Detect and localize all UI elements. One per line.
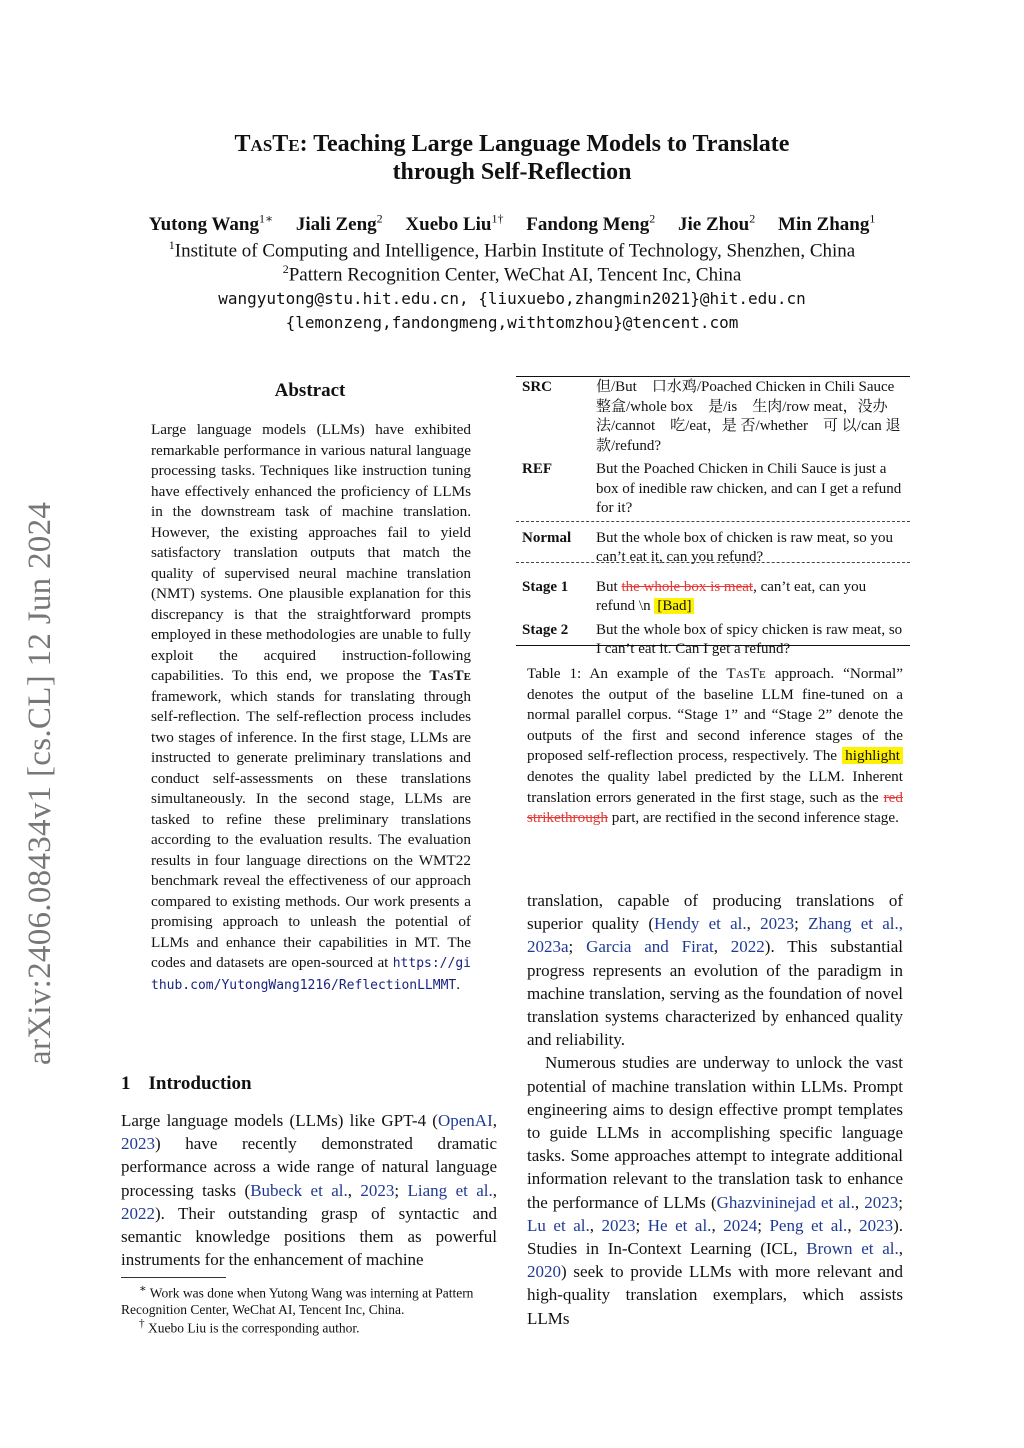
citation-link[interactable]: Liang et al.	[407, 1180, 493, 1200]
citation-link[interactable]: 2023	[864, 1192, 899, 1212]
citation-link[interactable]: Brown et al.	[806, 1239, 899, 1259]
title-line1: : Teaching Large Language Models to Translate	[299, 131, 790, 157]
strikethrough-text: the whole box is meat	[621, 578, 754, 595]
author: Min Zhang$^1$	[778, 212, 876, 236]
citation-link[interactable]: Bubeck et al.	[250, 1180, 348, 1200]
citation-link[interactable]: 2023	[360, 1180, 395, 1200]
repo-link[interactable]: https://github.com/YutongWang1216/ReflectionLLMMT	[151, 956, 471, 993]
section-heading: 1 Introduction	[121, 1073, 252, 1094]
title-brand: TasTe	[234, 131, 300, 157]
table-row: Stage 1 But the whole box is meat, can’t eat, can you refund \n [Bad]	[522, 578, 867, 614]
paper-title	[0, 130, 1024, 186]
author-list	[0, 212, 1024, 236]
table-dashed-rule	[516, 562, 910, 563]
email-line-2: {lemonzeng,fandongmeng,withtomzhou}@tencent.com	[285, 313, 739, 332]
example-table	[516, 376, 910, 662]
citation-link[interactable]: 2023	[859, 1215, 894, 1235]
abstract-body: Large language models (LLMs) have exhibited remarkable performance in various natural language processing tasks. Techniques like instruction tuning have effectively enhanced the proficiency of LLMs in the downstream task of machine translation. However, the existing approaches fail to yield satisfactory translation outputs that match the quality of supervised neural machine translation (NMT) systems. One plausible explanation for this discrepancy is that the straightforward prompts employed in these methodologies are unable to fully exploit the acquired instruction-following capabilities. To this end, we propose the TasTe framework, which stands for translating through self-reflection. The self-reflection process includes two stages of inference. In the first stage, LLMs are instructed to generate preliminary translations and conduct self-assessments on these translations simultaneously. In the second stage, LLMs are tasked to refine these preliminary translations according to the evaluation results. The evaluation results in four language directions on the WMT22 benchmark reveal the effectiveness of our approach compared to existing methods. Our work presents a promising approach to unleash the potential of LLMs and enhance their capabilities in MT. The codes and datasets are open-sourced at https://github.com/YutongWang1216/ReflectionLLMMT.	[151, 421, 471, 993]
citation-link[interactable]: Peng et al.	[769, 1215, 848, 1235]
quality-label: [Bad]	[654, 598, 694, 614]
table-caption: Table 1: An example of the TasTe approach. “Normal” denotes the output of the baseline LLM fine-tuned on a normal parallel corpus. “Stage 1” and “Stage 2” denote the outputs of the first and second inference stages of the proposed self-reflection process, respectively. The highlight denotes the quality label predicted by the LLM. Inherent translation errors generated in the first stage, such as the red strikethrough part, are rectified in the second inference stage.	[527, 665, 903, 827]
author: Jiali Zeng$^2$	[295, 212, 383, 236]
footnote-rule	[121, 1277, 226, 1278]
affiliation-1: $^1$Institute of Computing and Intelligence, Harbin Institute of Technology, Shenzhen, China	[168, 238, 856, 262]
table-row: Stage 2 But the whole box of spicy chicken is raw meat, so I can’t eat it. Can I get a refund?	[522, 621, 903, 657]
right-column-body	[527, 889, 903, 1330]
citation-link[interactable]: He et al.	[647, 1215, 712, 1235]
email-line-1: wangyutong@stu.hit.edu.cn, {liuxuebo,zhangmin2021}@hit.edu.cn	[218, 289, 806, 308]
abstract-heading: Abstract	[274, 380, 346, 401]
citation-link[interactable]: 2024	[723, 1215, 758, 1235]
citation-link[interactable]: 2020	[527, 1262, 561, 1282]
citation-link[interactable]: 2022	[121, 1203, 155, 1223]
arxiv-side-stamp: arXiv:2406.08434v1 [cs.CL] 12 Jun 2024	[22, 501, 58, 1065]
citation-link[interactable]: Hendy et al.	[654, 914, 747, 934]
paragraph: Numerous studies are underway to unlock the vast potential of machine translation within LLMs. Prompt engineering aims to design effective prompt templates to guide LLMs in accomplishing specific language tasks. Some approaches attempt to integrate additional information relevant to the translation task to enhance the performance of LLMs (Ghazvininejad et al., 2023; Lu et al., 2023; He et al., 2024; Peng et al., 2023). Studies in In-Context Learning (ICL, Brown et al., 2020) seek to provide LLMs with more relevant and high-quality translation exemplars, which assists LLMs	[527, 1053, 904, 1328]
citation-link[interactable]: 2023	[121, 1134, 155, 1154]
citation-link[interactable]: Zhang et al., 2023a	[527, 914, 904, 957]
citation-link[interactable]: Ghazvininejad et al.	[716, 1192, 855, 1212]
paragraph: translation, capable of producing translations of superior quality (Hendy et al., 2023; Zhang et al., 2023a; Garcia and Firat, 2022). This substantial progress represents an evolution of the paradigm in machine translation, serving as the foundation of novel translation systems characterized by enhanced quality and reliability.	[527, 891, 904, 1050]
title-line2: through Self-Reflection	[392, 159, 632, 185]
table-row: SRC 但/But 口水鸡/Poached Chicken in Chili Sauce 整盒/whole box 是/is 生肉/row meat，没办法/cannot 吃/eat，是 否/whether 可 以/can 退款/refund?	[522, 379, 901, 454]
citation-link[interactable]: 2023	[601, 1215, 636, 1235]
abstract-brand: TasTe	[429, 667, 471, 684]
citation-link[interactable]: Garcia and Firat	[586, 937, 714, 957]
citation-link[interactable]: 2022	[730, 937, 765, 957]
table-row: Normal But the whole box of chicken is raw meat, so you can’t eat it, can you refund?	[522, 529, 894, 565]
affiliation-2: $^2$Pattern Recognition Center, WeChat AI, Tencent Inc, China	[282, 262, 742, 286]
author: Jie Zhou$^2$	[677, 212, 756, 236]
author: Yutong Wang$^{1∗}$	[148, 212, 274, 236]
author: Xuebo Liu$^{1\dagger}$	[405, 212, 504, 236]
table-dashed-rule	[516, 521, 910, 522]
footnote-1: ∗ Work was done when Yutong Wang was interning at Pattern Recognition Center, WeChat AI, Tencent Inc, China.	[121, 1283, 474, 1317]
table-row: REF But the Poached Chicken in Chili Sauce is just a box of inedible raw chicken, and can I get a refund for it?	[522, 461, 902, 516]
citation-link[interactable]: Lu et al.	[527, 1215, 590, 1235]
table-bottom-rule	[516, 645, 910, 646]
footnote-2: † Xuebo Liu is the corresponding author.	[139, 1318, 360, 1336]
caption-highlight: highlight	[842, 747, 903, 764]
citation-link[interactable]: OpenAI	[437, 1111, 493, 1130]
intro-paragraph: Large language models (LLMs) like GPT-4 (OpenAI, 2023) have recently demonstrated dramatic performance across a wide range of natural language processing tasks (Bubeck et al., 2023; Liang et al., 2022). Their outstanding grasp of syntactic and semantic knowledge positions them as powerful instruments for the enhancement of machine	[121, 1111, 498, 1270]
citation-link[interactable]: 2023	[760, 914, 795, 934]
author: Fandong Meng$^2$	[526, 212, 656, 236]
caption-strike: red strikethrough	[527, 788, 903, 827]
